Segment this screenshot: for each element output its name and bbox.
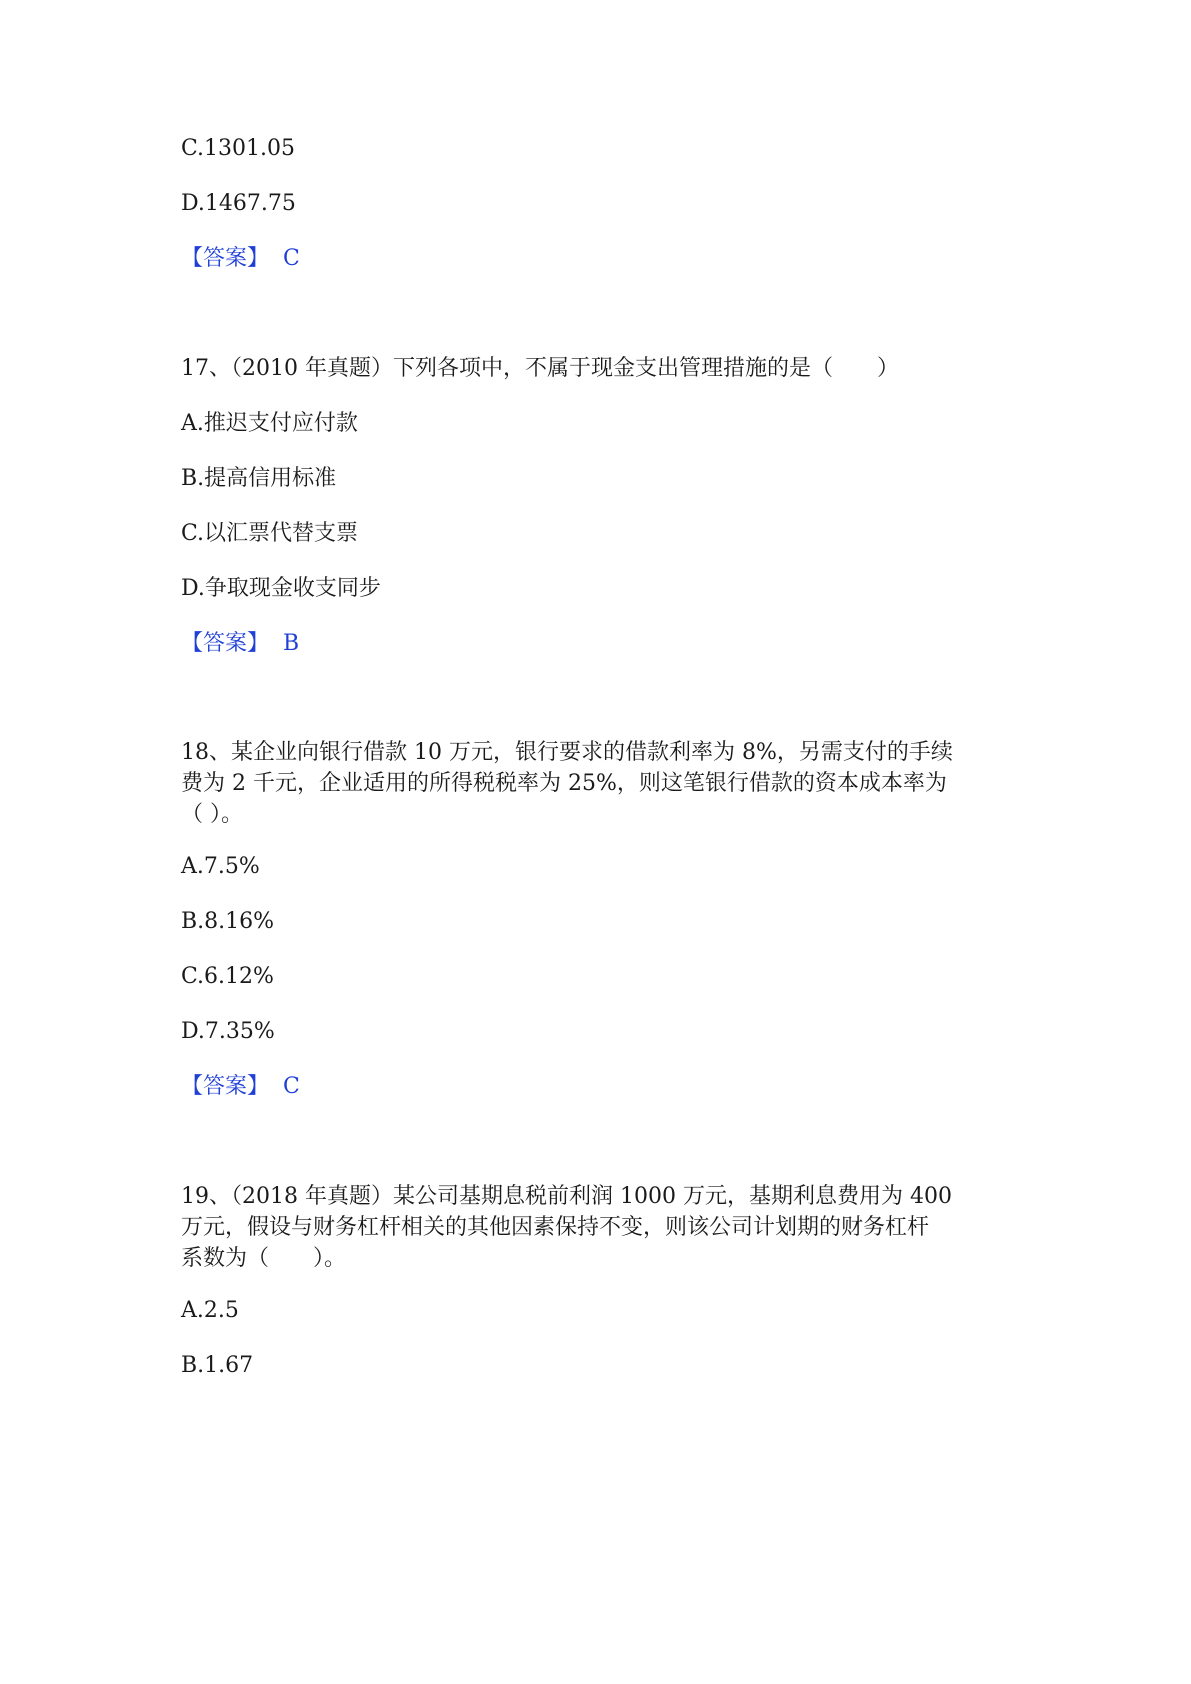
prev-option-d: D.1467.75 [181,191,296,216]
q18-stem-line-2: 费为 2 千元，企业适用的所得税税率为 25%，则这笔银行借款的资本成本率为 [181,771,947,796]
answer-letter: B [283,631,300,656]
answer-label: 【答案】 [181,246,270,271]
q19-option-b: B.1.67 [181,1353,254,1378]
prev-option-c: C.1301.05 [181,136,296,161]
q18-stem-line-3: （ ）。 [181,802,243,827]
answer-letter: C [283,246,300,271]
q19-stem-line-2: 万元，假设与财务杠杆相关的其他因素保持不变，则该公司计划期的财务杠杆 [181,1215,930,1240]
answer-letter: C [283,1074,300,1099]
q19-option-a: A.2.5 [181,1298,239,1323]
prev-answer [181,243,300,274]
q17-stem: 17、（2010 年真题）下列各项中，不属于现金支出管理措施的是（ ） [181,356,899,381]
q19-stem-line-1: 19、（2018 年真题）某公司基期息税前利润 1000 万元，基期利息费用为 400 [181,1184,952,1209]
q18-answer [181,1071,300,1102]
q17-option-c: C.以汇票代替支票 [181,521,359,546]
q19-stem-line-3: 系数为（ ）。 [181,1246,347,1271]
q18-option-b: B.8.16% [181,909,275,934]
q18-option-c: C.6.12% [181,964,274,989]
answer-label: 【答案】 [181,1074,270,1099]
q17-answer [181,628,299,659]
q17-option-d: D.争取现金收支同步 [181,576,381,601]
q18-option-a: A.7.5% [181,854,260,879]
q17-option-b: B.提高信用标准 [181,466,337,491]
q17-option-a: A.推迟支付应付款 [181,411,358,436]
q18-option-d: D.7.35% [181,1019,275,1044]
answer-label: 【答案】 [181,631,270,656]
q18-stem-line-1: 18、某企业向银行借款 10 万元，银行要求的借款利率为 8%，另需支付的手续 [181,740,953,765]
